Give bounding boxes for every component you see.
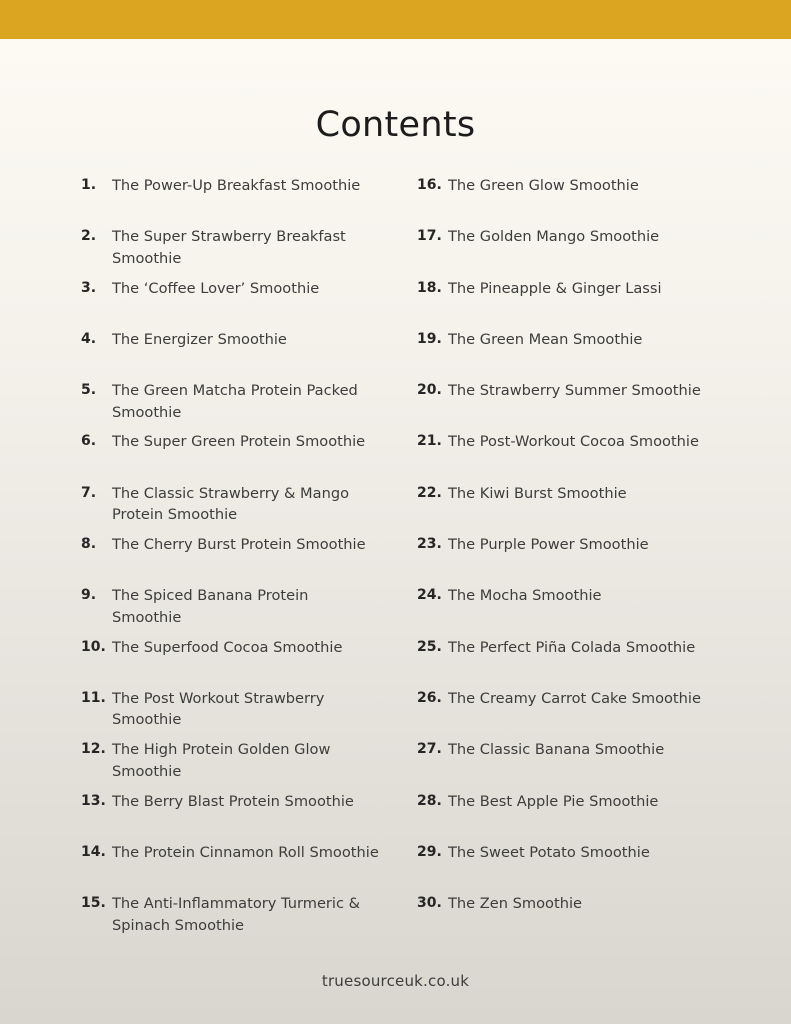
toc-item-title: The Classic Banana Smoothie (448, 741, 665, 759)
toc-item-number: 14. (81, 843, 106, 860)
toc-item-title: The Post-Workout Cocoa Smoothie (448, 433, 699, 451)
toc-item-title: The Strawberry Summer Smoothie (448, 382, 701, 400)
toc-item-number: 11. (81, 689, 106, 706)
toc-item[interactable] (81, 380, 381, 431)
toc-item-number: 13. (81, 792, 106, 809)
toc-item[interactable] (81, 893, 381, 944)
toc-item[interactable] (417, 585, 707, 636)
toc-item-title: The Superfood Cocoa Smoothie (112, 638, 343, 656)
toc-item[interactable] (417, 842, 707, 893)
toc-item[interactable] (81, 329, 381, 380)
toc-item[interactable] (81, 637, 381, 688)
toc-item-title: The Perfect Piña Colada Smoothie (448, 638, 696, 656)
toc-item-number: 9. (81, 587, 97, 604)
toc-item-number: 17. (417, 228, 442, 245)
footer-website-url: truesourceuk.co.uk (321, 972, 470, 990)
toc-item[interactable] (417, 739, 707, 790)
toc-item-number: 4. (81, 330, 97, 347)
toc-item[interactable] (417, 534, 707, 585)
toc-item-number: 27. (417, 741, 442, 758)
toc-column-left (81, 175, 381, 944)
toc-item-title: The Berry Blast Protein Smoothie (112, 792, 354, 810)
toc-item-number: 23. (417, 536, 442, 553)
toc-item[interactable] (81, 226, 381, 277)
toc-item-number: 26. (417, 689, 442, 706)
toc-item-number: 8. (81, 536, 97, 553)
toc-item-number: 5. (81, 382, 97, 399)
toc-item[interactable] (417, 791, 707, 842)
toc-item[interactable] (81, 739, 381, 790)
toc-item[interactable] (81, 278, 381, 329)
toc-item-number: 6. (81, 433, 97, 450)
toc-item-number: 28. (417, 792, 442, 809)
toc-item[interactable] (417, 688, 707, 739)
toc-item[interactable] (417, 278, 707, 329)
toc-item[interactable] (81, 534, 381, 585)
toc-item-title: The Green Glow Smoothie (448, 177, 639, 194)
toc-item-title: The High Protein Golden Glow Smoothie (112, 741, 331, 780)
toc-item[interactable] (417, 329, 707, 380)
toc-item-title: The Zen Smoothie (448, 895, 582, 913)
toc-item-number: 16. (417, 177, 442, 193)
toc-item[interactable] (81, 688, 381, 739)
toc-item[interactable] (417, 226, 707, 277)
toc-item[interactable] (417, 380, 707, 431)
toc-item[interactable] (417, 893, 707, 944)
toc-item[interactable] (417, 483, 707, 534)
toc-item-title: The Classic Strawberry & Mango Protein Smoothie (112, 484, 350, 524)
top-accent-bar (0, 0, 791, 39)
toc-item-title: The ‘Coffee Lover’ Smoothie (112, 279, 320, 297)
toc-item-title: The Cherry Burst Protein Smoothie (112, 536, 366, 554)
toc-item-number: 29. (417, 843, 442, 860)
toc-item-number: 1. (81, 177, 97, 193)
toc-item[interactable] (417, 431, 707, 482)
toc-item-number: 22. (417, 484, 442, 501)
toc-item-title: The Mocha Smoothie (448, 587, 602, 605)
toc-item-title: The Creamy Carrot Cake Smoothie (448, 689, 701, 707)
toc-item-number: 24. (417, 587, 442, 604)
toc-item-number: 7. (81, 484, 97, 501)
toc-item-title: The Pineapple & Ginger Lassi (448, 279, 662, 297)
toc-item-number: 18. (417, 279, 442, 296)
toc-item-title: The Super Green Protein Smoothie (112, 433, 366, 451)
toc-item[interactable] (81, 791, 381, 842)
toc-item-number: 3. (81, 279, 97, 296)
toc-item-title: The Protein Cinnamon Roll Smoothie (112, 843, 379, 861)
toc-item[interactable] (81, 842, 381, 893)
toc-item-title: The Green Matcha Protein Packed Smoothie (112, 382, 358, 421)
toc-item[interactable] (417, 175, 707, 226)
toc-item-number: 10. (81, 638, 106, 655)
toc-item-title: The Purple Power Smoothie (448, 536, 649, 554)
toc-item-title: The Energizer Smoothie (112, 330, 287, 348)
toc-item-number: 15. (81, 895, 106, 912)
toc-item-title: The Green Mean Smoothie (448, 330, 643, 348)
toc-item-title: The Kiwi Burst Smoothie (448, 484, 627, 502)
page-title: Contents (315, 105, 476, 146)
toc-item-number: 30. (417, 895, 442, 912)
toc-item-number: 25. (417, 638, 442, 655)
toc-item-title: The Golden Mango Smoothie (448, 228, 660, 246)
toc-item-number: 19. (417, 330, 442, 347)
toc-item-number: 2. (81, 228, 97, 245)
toc-item-title: The Sweet Potato Smoothie (448, 843, 650, 861)
toc-item-title: The Post Workout Strawberry Smoothie (112, 689, 325, 729)
toc-item[interactable] (81, 483, 381, 534)
toc-item[interactable] (81, 175, 381, 226)
toc-item-title: The Spiced Banana Protein Smoothie (112, 587, 309, 626)
toc-item-number: 12. (81, 741, 106, 758)
toc-item-title: The Best Apple Pie Smoothie (448, 792, 659, 810)
toc-item-number: 20. (417, 382, 442, 399)
toc-item-title: The Power-Up Breakfast Smoothie (112, 177, 361, 194)
toc-column-right (417, 175, 707, 944)
toc-item-title: The Anti-Inflammatory Turmeric & Spinach Smoothie (112, 895, 361, 934)
toc-item[interactable] (417, 637, 707, 688)
toc-item-title: The Super Strawberry Breakfast Smoothie (112, 228, 346, 267)
toc-item-number: 21. (417, 433, 442, 450)
toc-item[interactable] (81, 431, 381, 482)
toc-item[interactable] (81, 585, 381, 636)
